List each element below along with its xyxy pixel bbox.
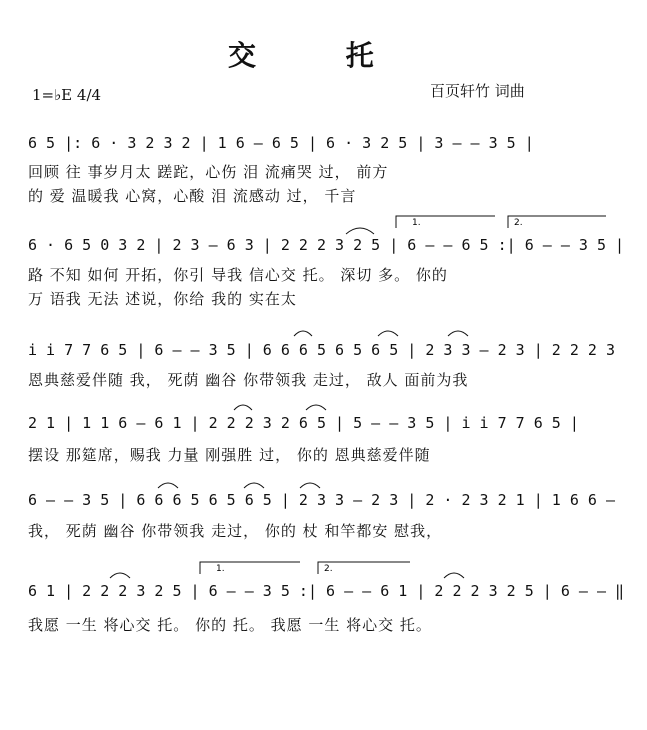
notation-line-3: i i 7 7 6 5 | 6 — — 3 5 | 6 6 6 5 6 5 6 5 | 2 3 3 — 2 3 | 2 2 2 3 [28,341,615,359]
notation-line-1: 6 5 |: 6 · 3 2 3 2 | 1 6 — 6 5 | 6 · 3 2 5 | 3 — — 3 5 | [28,134,534,152]
slur [300,483,320,488]
volta-bracket-3 [200,562,300,574]
volta-bracket-1 [396,216,495,228]
lyric-line-2-verse-1: 路 不知 如何 开拓，你引 导我 信心交 托。 深切 多。 你的 [28,266,448,284]
lyric-line-3: 恩典慈爱伴随 我， 死荫 幽谷 你带领我 走过， 敌人 面前为我 [28,371,469,389]
lyric-line-6: 我愿 一生 将心交 托。 你的 托。 我愿 一生 将心交 托。 [28,616,432,634]
slur [306,405,326,410]
slur [346,228,374,234]
slur [244,483,264,488]
slur [294,331,312,336]
volta-label-2: 2. [514,218,523,228]
lyric-line-1-verse-1: 回顾 往 事岁月太 蹉跎，心伤 泪 流痛哭 过， 前方 [28,163,389,181]
notation-line-4: 2 1 | 1 1 6 — 6 1 | 2 2 2 3 2 6 5 | 5 — — 3 5 | i i 7 7 6 5 | [28,414,579,432]
volta-bracket-2 [508,216,606,228]
notation-line-2: 6 · 6 5 0 3 2 | 2 3 — 6 3 | 2 2 2 3 2 5 | 6 — — 6 5 :| 6 — — 3 5 | [28,236,625,254]
slur [378,331,398,336]
lyric-line-1-verse-2: 的 爱 温暖我 心窝，心酸 泪 流感动 过， 千言 [28,187,357,205]
slur [110,573,130,578]
volta-label-4: 2. [324,564,333,574]
slur [444,573,464,578]
song-title: 交 托 [228,39,414,72]
key-signature: 1=♭E 4/4 [32,86,102,104]
volta-label-3: 1. [216,564,225,574]
volta-label-1: 1. [412,218,421,228]
slur [158,483,178,488]
notation-line-5: 6 — — 3 5 | 6 6 6 5 6 5 6 5 | 2 3 3 — 2 3 | 2 · 2 3 2 1 | 1 6 6 — [28,491,615,509]
lyric-line-5: 我， 死荫 幽谷 你带领我 走过， 你的 杖 和竿都安 慰我， [28,522,443,540]
slur [234,405,252,410]
slur [448,331,468,336]
notation-line-6: 6 1 | 2 2 2 3 2 5 | 6 — — 3 5 :| 6 — — 6 1 | 2 2 2 3 2 5 | 6 — — ‖ [28,582,625,600]
lyric-line-4: 摆设 那筵席，赐我 力量 刚强胜 过， 你的 恩典慈爱伴随 [28,446,431,464]
lyric-line-2-verse-2: 万 语我 无法 述说，你给 我的 实在太 [28,290,297,308]
author-credit: 百页轩竹 词曲 [430,82,525,100]
